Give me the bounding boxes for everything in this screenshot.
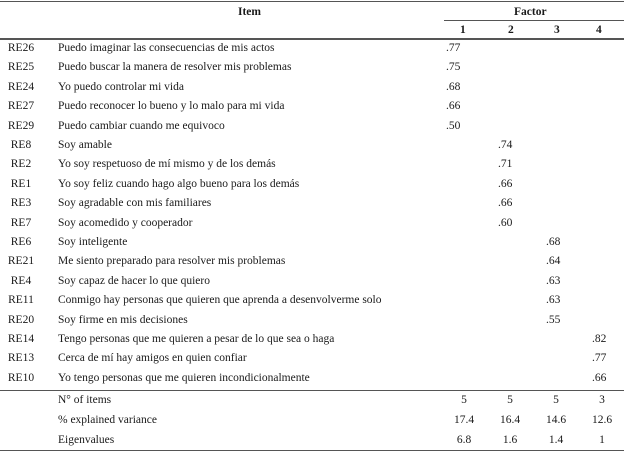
factor-loading: .68 bbox=[546, 236, 561, 248]
item-text: Puedo reconocer lo bueno y lo malo para mi vida bbox=[58, 100, 285, 113]
item-text: Soy agradable con mis familiares bbox=[58, 197, 212, 210]
header-factor: Factor bbox=[514, 6, 547, 18]
factor-loading: .66 bbox=[498, 197, 513, 210]
top-rule bbox=[0, 1, 624, 2]
factor-number-2: 2 bbox=[508, 24, 514, 36]
item-code: RE26 bbox=[7, 42, 35, 54]
header-item: Item bbox=[238, 6, 261, 18]
header-rule bbox=[0, 38, 624, 40]
item-text: Yo soy respetuoso de mí mismo y de los demás bbox=[58, 158, 276, 171]
summary-value: 3 bbox=[599, 394, 605, 406]
summary-value: 1.4 bbox=[548, 434, 564, 446]
item-text: Puedo cambiar cuando me equivoco bbox=[58, 119, 225, 132]
summary-label: % explained variance bbox=[58, 414, 157, 426]
summary-value: 14.6 bbox=[545, 414, 567, 426]
item-code: RE3 bbox=[10, 197, 32, 210]
summary-label: N° of items bbox=[58, 394, 112, 406]
factor-loading: .71 bbox=[498, 158, 513, 171]
summary-value: 1.6 bbox=[502, 434, 518, 446]
bottom-rule bbox=[0, 450, 624, 451]
item-text: Conmigo hay personas que quieren que aprenda a desenvolverme solo bbox=[58, 294, 382, 307]
item-code: RE25 bbox=[7, 61, 35, 74]
factor-number-1: 1 bbox=[460, 24, 466, 36]
summary-value: 17.4 bbox=[453, 414, 475, 426]
summary-value: 16.4 bbox=[499, 414, 521, 426]
summary-value: 5 bbox=[461, 394, 467, 406]
item-text: Soy inteligente bbox=[58, 236, 128, 248]
summary-label: Eigenvalues bbox=[58, 434, 115, 446]
summary-rule bbox=[0, 390, 624, 391]
item-code: RE11 bbox=[8, 294, 34, 307]
factor-loading: .82 bbox=[592, 333, 607, 345]
summary-value: 6.8 bbox=[456, 434, 472, 446]
item-text: Soy acomedido y cooperador bbox=[58, 216, 193, 229]
item-text: Tengo personas que me quieren a pesar de lo que sea o haga bbox=[58, 333, 335, 345]
item-text: Puedo buscar la manera de resolver mis problemas bbox=[58, 61, 292, 74]
factor-loading: .75 bbox=[446, 61, 461, 74]
factor-loading: .77 bbox=[446, 42, 461, 54]
item-text: Soy amable bbox=[58, 139, 112, 151]
item-code: RE27 bbox=[7, 100, 35, 113]
factor-number-3: 3 bbox=[554, 24, 560, 36]
factor-loading: .60 bbox=[498, 216, 513, 229]
factor-loading: .68 bbox=[446, 80, 461, 93]
item-code: RE20 bbox=[7, 313, 35, 326]
factor-loading: .74 bbox=[498, 139, 513, 151]
factor-loading: .66 bbox=[498, 177, 513, 190]
factor-loading: .66 bbox=[592, 371, 607, 384]
item-text: Puedo imaginar las consecuencias de mis actos bbox=[58, 42, 275, 54]
factor-number-4: 4 bbox=[596, 24, 602, 36]
factor-loading: .55 bbox=[546, 313, 561, 326]
factor-loading: .63 bbox=[546, 294, 561, 307]
item-code: RE8 bbox=[10, 139, 32, 151]
item-text: Yo tengo personas que me quieren incondicionalmente bbox=[58, 371, 310, 384]
factor-loading: .50 bbox=[446, 119, 461, 132]
item-text: Me siento preparado para resolver mis problemas bbox=[58, 255, 286, 268]
factor-loading: .77 bbox=[592, 352, 607, 365]
summary-value: 1 bbox=[599, 434, 605, 446]
summary-value: 5 bbox=[553, 394, 559, 406]
item-code: RE13 bbox=[7, 352, 35, 365]
item-text: Cerca de mí hay amigos en quien confiar bbox=[58, 352, 247, 365]
item-code: RE14 bbox=[7, 333, 35, 345]
factor-loading: .64 bbox=[546, 255, 561, 268]
factor-loading: .66 bbox=[446, 100, 461, 113]
item-code: RE6 bbox=[10, 236, 32, 248]
item-code: RE2 bbox=[10, 158, 32, 171]
item-code: RE21 bbox=[7, 255, 35, 268]
item-code: RE10 bbox=[7, 371, 35, 384]
summary-value: 12.6 bbox=[591, 414, 613, 426]
factor-loading: .63 bbox=[546, 274, 561, 287]
item-text: Soy capaz de hacer lo que quiero bbox=[58, 274, 210, 287]
item-code: RE1 bbox=[10, 177, 32, 190]
factor-underline bbox=[444, 20, 624, 21]
summary-value: 5 bbox=[507, 394, 513, 406]
item-code: RE24 bbox=[7, 80, 35, 93]
item-text: Soy firme en mis decisiones bbox=[58, 313, 188, 326]
item-text: Yo puedo controlar mi vida bbox=[58, 80, 184, 93]
item-code: RE7 bbox=[10, 216, 32, 229]
item-code: RE29 bbox=[7, 119, 35, 132]
item-code: RE4 bbox=[10, 274, 32, 287]
item-text: Yo soy feliz cuando hago algo bueno para los demás bbox=[58, 177, 300, 190]
